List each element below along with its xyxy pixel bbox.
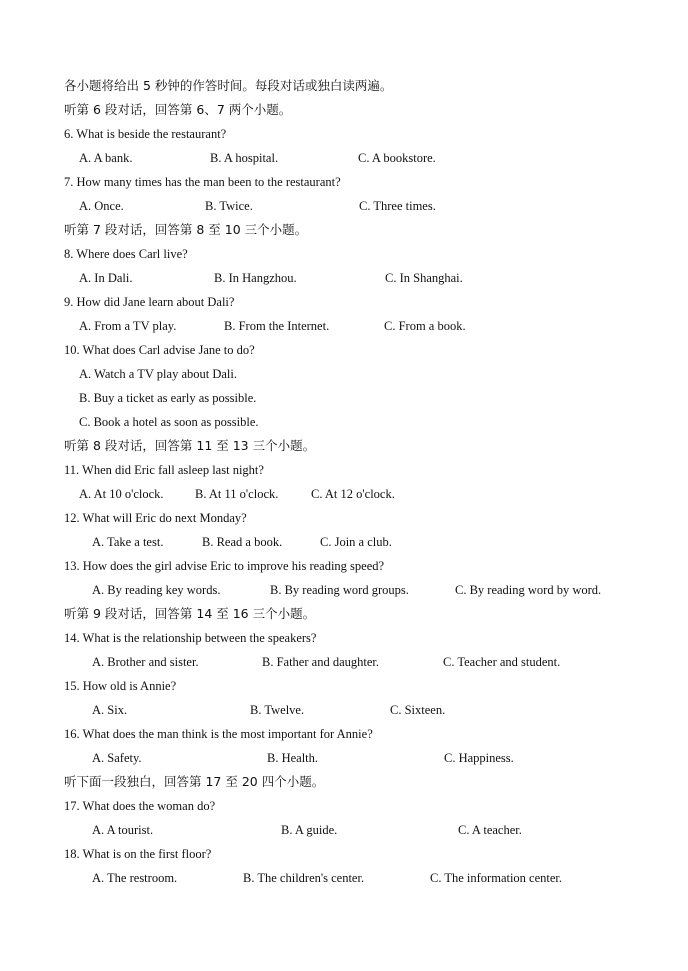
option-13b: B. By reading word groups. xyxy=(270,583,409,597)
option-9a: A. From a TV play. xyxy=(79,319,177,333)
question-8: 8. Where does Carl live? xyxy=(64,247,188,261)
section-header-7: 听第 7 段对话，回答第 8 至 10 三个小题。 xyxy=(64,222,308,237)
option-16c: C. Happiness. xyxy=(444,751,514,765)
option-11a: A. At 10 o'clock. xyxy=(79,487,164,501)
option-11c: C. At 12 o'clock. xyxy=(311,487,395,501)
option-12a: A. Take a test. xyxy=(92,535,164,549)
option-9c: C. From a book. xyxy=(384,319,466,333)
question-13: 13. How does the girl advise Eric to improve his reading speed? xyxy=(64,559,385,573)
question-14: 14. What is the relationship between the speakers? xyxy=(64,631,317,645)
question-11: 11. When did Eric fall asleep last night? xyxy=(64,463,264,477)
option-6a: A. A bank. xyxy=(79,151,133,165)
option-15a: A. Six. xyxy=(92,703,128,717)
option-8c: C. In Shanghai. xyxy=(385,271,463,285)
option-10b: B. Buy a ticket as early as possible. xyxy=(79,391,257,405)
option-6c: C. A bookstore. xyxy=(358,151,436,165)
question-12: 12. What will Eric do next Monday? xyxy=(64,511,247,525)
intro-text: 各小题将给出 5 秒钟的作答时间。每段对话或独白读两遍。 xyxy=(64,78,393,93)
option-13c: C. By reading word by word. xyxy=(455,583,602,597)
question-18: 18. What is on the first floor? xyxy=(64,847,212,861)
option-10c: C. Book a hotel as soon as possible. xyxy=(79,415,259,429)
question-15: 15. How old is Annie? xyxy=(64,679,177,693)
option-17a: A. A tourist. xyxy=(92,823,154,837)
question-7: 7. How many times has the man been to the restaurant? xyxy=(64,175,341,189)
option-14a: A. Brother and sister. xyxy=(92,655,199,669)
option-7b: B. Twice. xyxy=(205,199,253,213)
option-14b: B. Father and daughter. xyxy=(262,655,379,669)
section-header-9: 听第 9 段对话，回答第 14 至 16 三个小题。 xyxy=(64,606,316,621)
question-17: 17. What does the woman do? xyxy=(64,799,216,813)
option-10a: A. Watch a TV play about Dali. xyxy=(79,367,237,381)
option-6b: B. A hospital. xyxy=(210,151,279,165)
option-18b: B. The children's center. xyxy=(243,871,365,885)
question-9: 9. How did Jane learn about Dali? xyxy=(64,295,235,309)
option-9b: B. From the Internet. xyxy=(224,319,330,333)
option-12b: B. Read a book. xyxy=(202,535,283,549)
option-12c: C. Join a club. xyxy=(320,535,392,549)
option-8a: A. In Dali. xyxy=(79,271,133,285)
option-8b: B. In Hangzhou. xyxy=(214,271,297,285)
option-7a: A. Once. xyxy=(79,199,124,213)
section-header-8: 听第 8 段对话，回答第 11 至 13 三个小题。 xyxy=(64,438,316,453)
option-15b: B. Twelve. xyxy=(250,703,305,717)
option-15c: C. Sixteen. xyxy=(390,703,446,717)
option-16a: A. Safety. xyxy=(92,751,142,765)
option-7c: C. Three times. xyxy=(359,199,436,213)
section-header-6: 听第 6 段对话，回答第 6、7 两个小题。 xyxy=(64,102,292,117)
option-18a: A. The restroom. xyxy=(92,871,178,885)
option-17b: B. A guide. xyxy=(281,823,338,837)
option-14c: C. Teacher and student. xyxy=(443,655,561,669)
option-17c: C. A teacher. xyxy=(458,823,522,837)
option-18c: C. The information center. xyxy=(430,871,563,885)
option-13a: A. By reading key words. xyxy=(92,583,221,597)
section-header-monologue: 听下面一段独白，回答第 17 至 20 四个小题。 xyxy=(64,774,325,789)
question-10: 10. What does Carl advise Jane to do? xyxy=(64,343,255,357)
question-16: 16. What does the man think is the most important for Annie? xyxy=(64,727,373,741)
option-16b: B. Health. xyxy=(267,751,319,765)
question-6: 6. What is beside the restaurant? xyxy=(64,127,227,141)
option-11b: B. At 11 o'clock. xyxy=(195,487,279,501)
